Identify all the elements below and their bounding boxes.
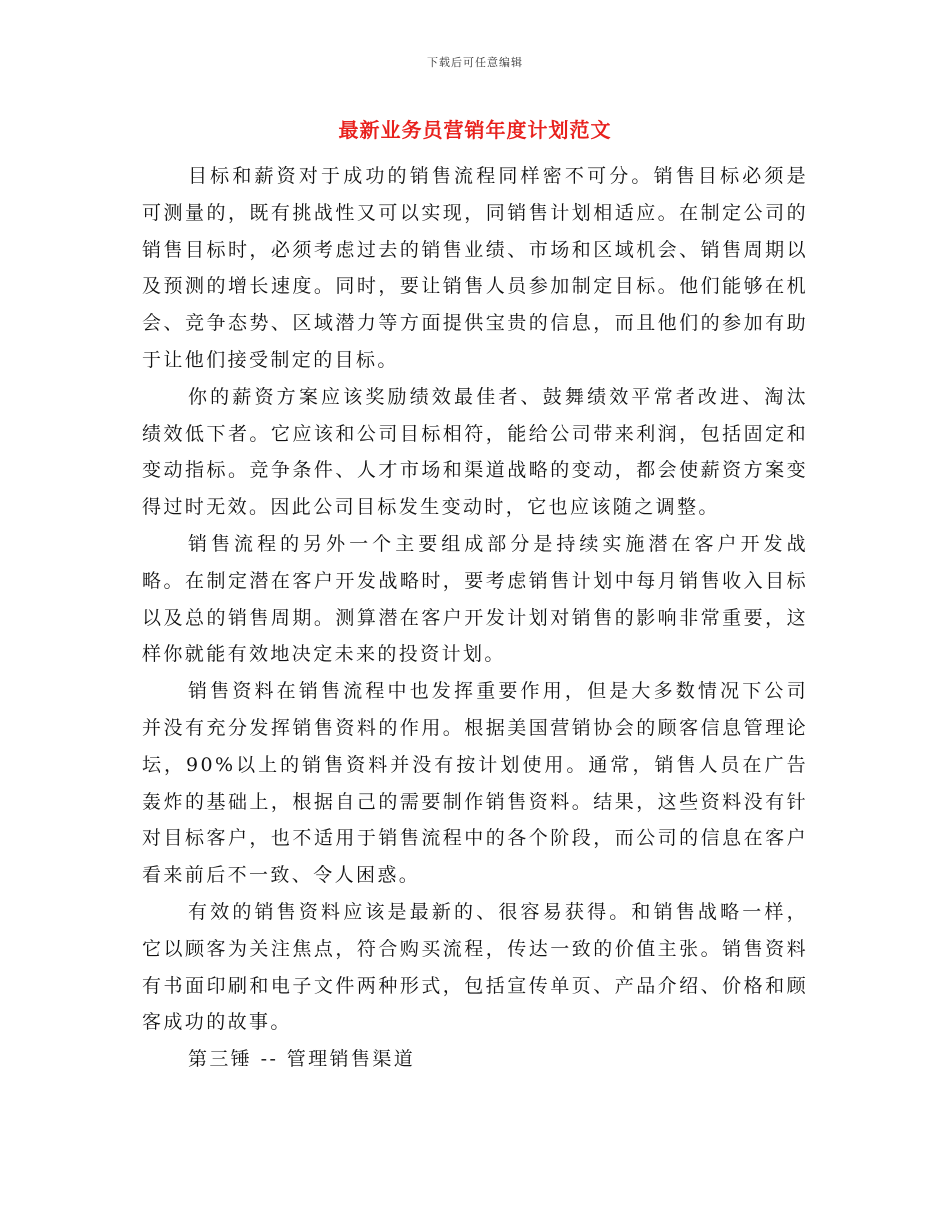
paragraph: 销售资料在销售流程中也发挥重要作用，但是大多数情况下公司并没有充分发挥销售资料的作用。根据美国营销协会的顾客信息管理论坛，90%以上的销售资料并没有按计划使用。通常，销售人员在广告轰炸的基础上，根据自己的需要制作销售资料。结果，这些资料没有针对目标客户，也不适用于销售流程中的各个阶段，而公司的信息在客户看来前后不一致、令人困惑。 xyxy=(142,680,808,887)
paragraph: 目标和薪资对于成功的销售流程同样密不可分。销售目标必须是可测量的，既有挑战性又可以实现，同销售计划相适应。在制定公司的销售目标时，必须考虑过去的销售业绩、市场和区域机会、销售周期以及预测的增长速度。同时，要让销售人员参加制定目标。他们能够在机会、竞争态势、区域潜力等方面提供宝贵的信息，而且他们的参加有助于让他们接受制定的目标。 xyxy=(142,165,808,371)
section-subheading: 第三锤 -- 管理销售渠道 xyxy=(188,1048,416,1071)
paragraph: 有效的销售资料应该是最新的、很容易获得。和销售战略一样，它以顾客为关注焦点，符合购买流程，传达一致的价值主张。销售资料有书面印刷和电子文件两种形式，包括宣传单页、产品介绍、价格和顾客成功的故事。 xyxy=(142,900,808,1034)
paragraph: 销售流程的另外一个主要组成部分是持续实施潜在客户开发战略。在制定潜在客户开发战略时，要考虑销售计划中每月销售收入目标以及总的销售周期。测算潜在客户开发计划对销售的影响非常重要，这样你就能有效地决定未来的投资计划。 xyxy=(142,532,808,666)
header-note: 下载后可任意编辑 xyxy=(427,56,523,69)
paragraph: 你的薪资方案应该奖励绩效最佳者、鼓舞绩效平常者改进、淘汰绩效低下者。它应该和公司目标相符，能给公司带来利润，包括固定和变动指标。竞争条件、人才市场和渠道战略的变动，都会使薪资方案变得过时无效。因此公司目标发生变动时，它也应该随之调整。 xyxy=(142,385,808,519)
document-title: 最新业务员营销年度计划范文 xyxy=(338,118,612,142)
document-body xyxy=(142,158,808,1078)
